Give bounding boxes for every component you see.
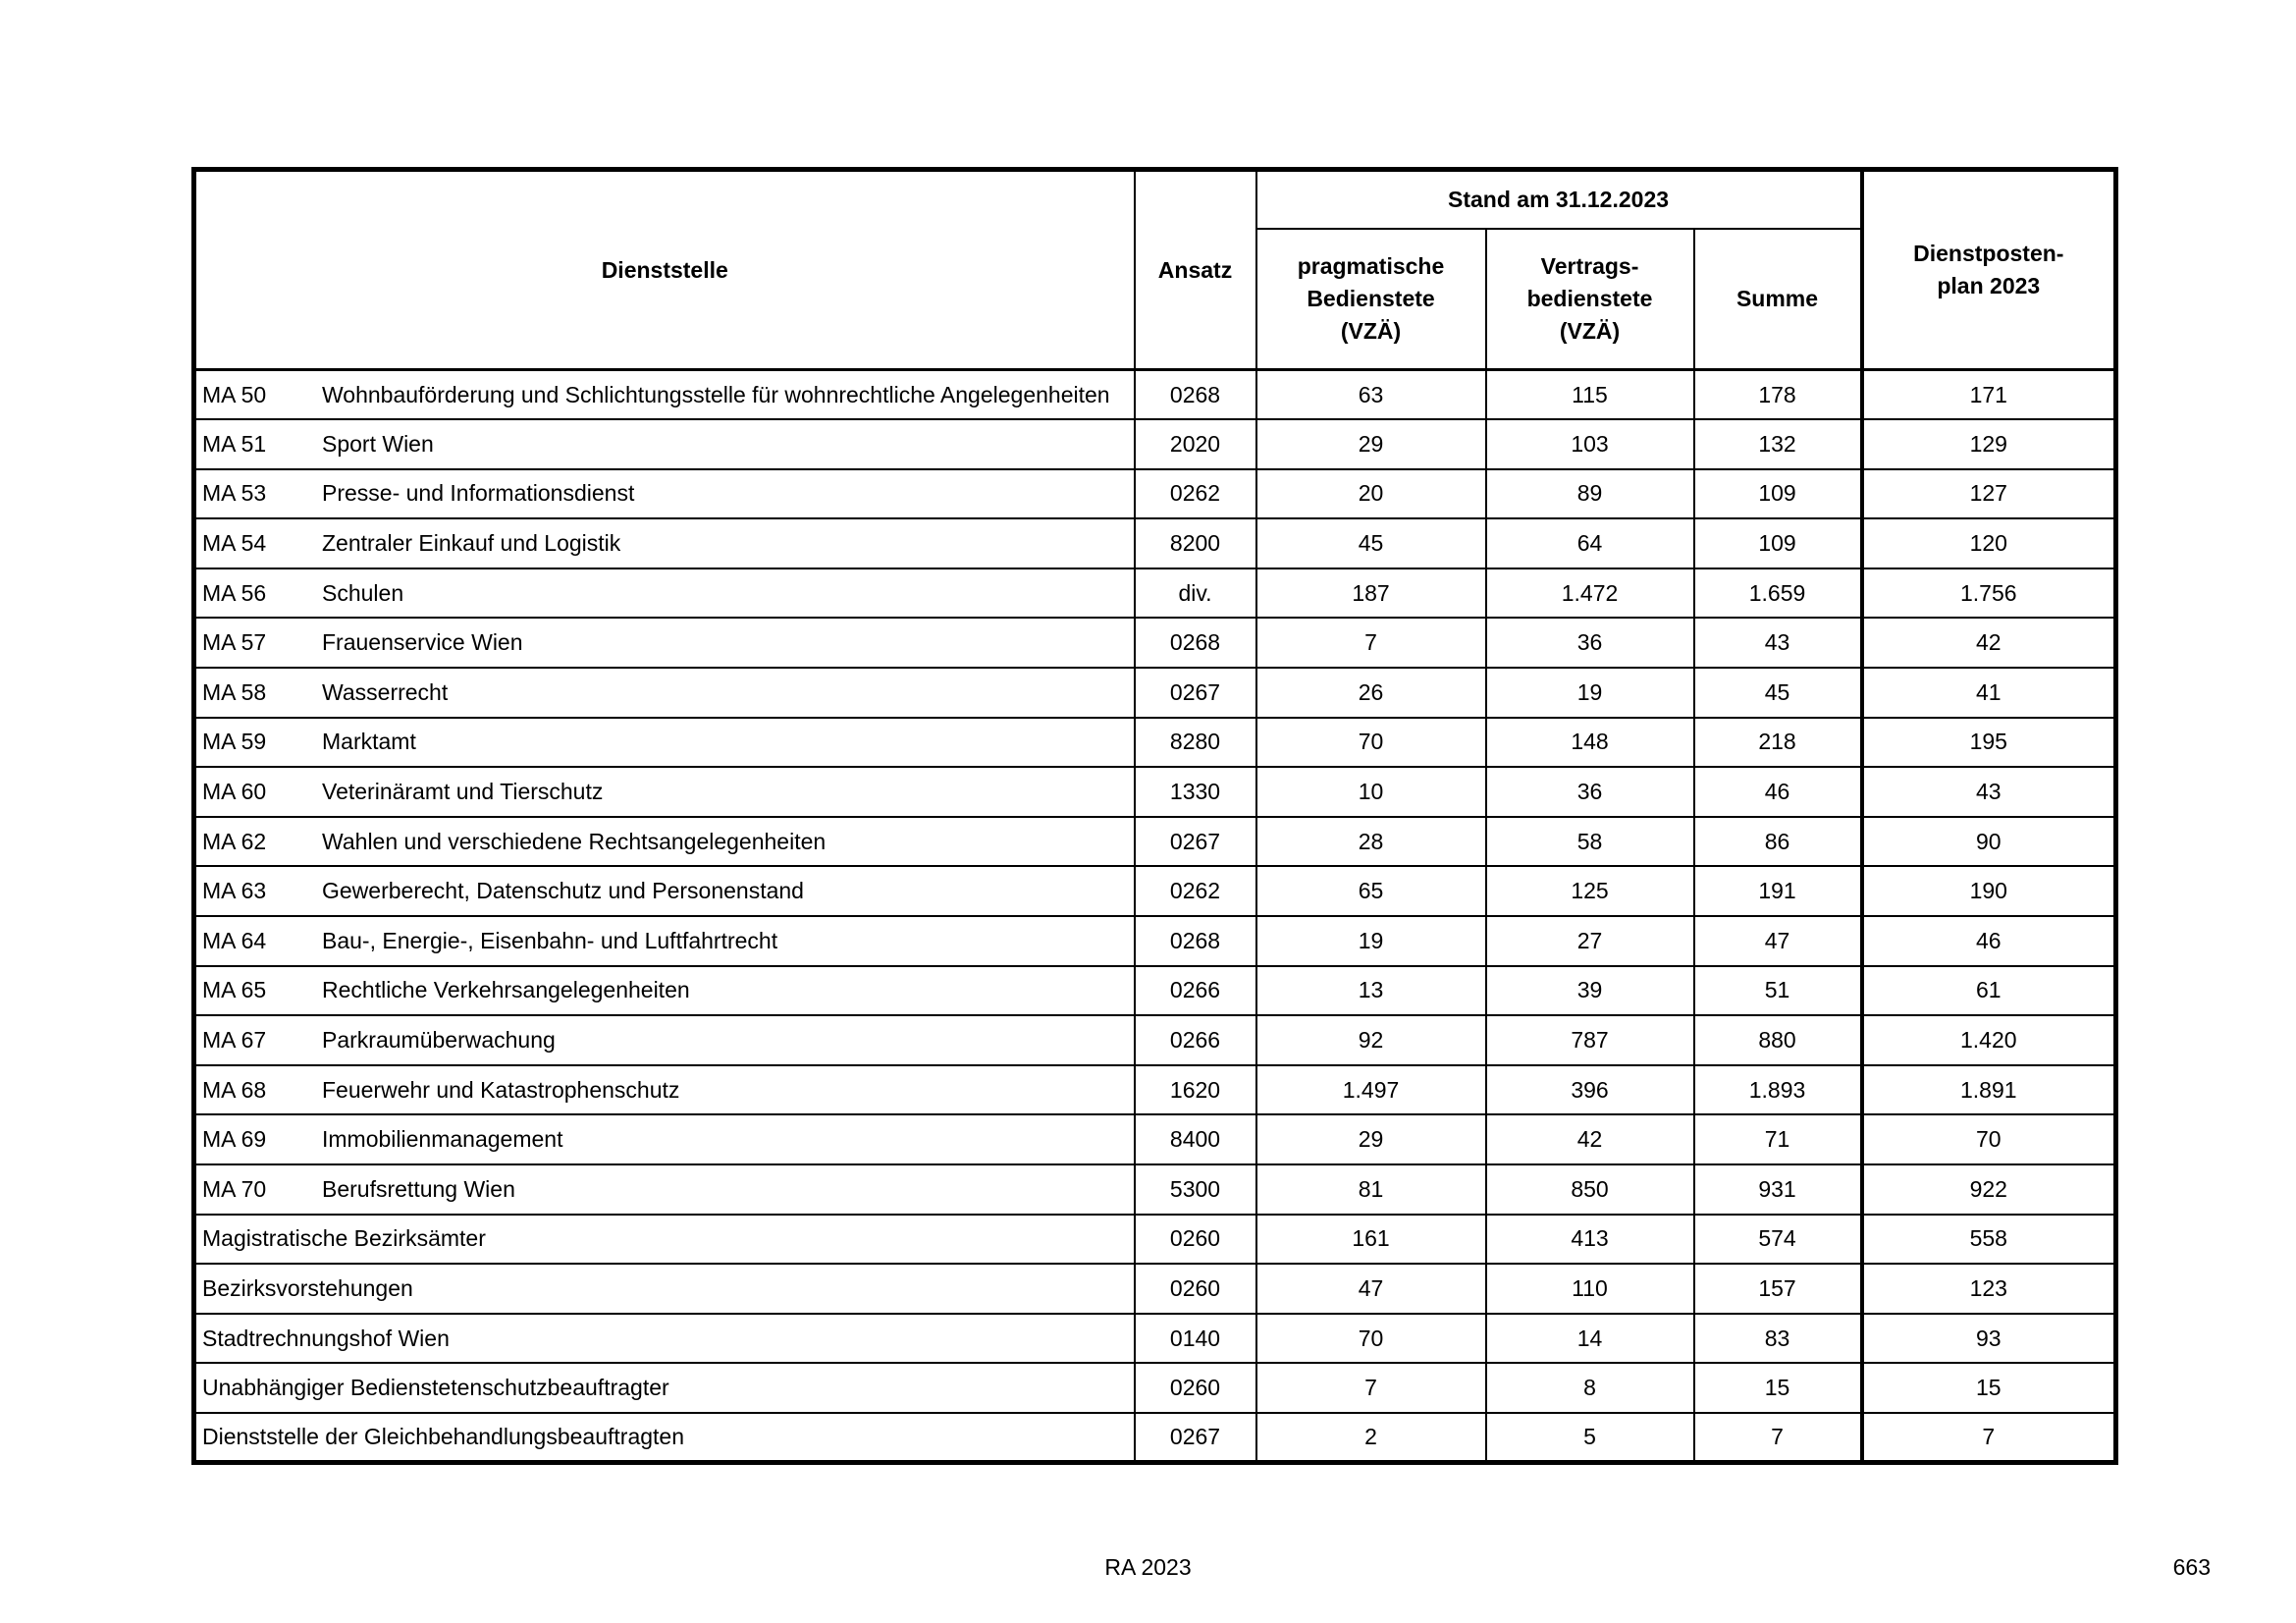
staff-table-wrapper: [191, 167, 2118, 1465]
table-row: [194, 469, 2116, 519]
cell-dienstpostenplan: 93: [1862, 1314, 2116, 1364]
cell-summe: 191: [1694, 866, 1862, 916]
unit-code: MA 54: [202, 530, 267, 557]
unit-code: MA 69: [202, 1126, 267, 1153]
cell-dienstpostenplan: 61: [1862, 966, 2116, 1016]
cell-summe: 178: [1694, 370, 1862, 420]
cell-vertrags: 413: [1486, 1215, 1694, 1265]
cell-dienststelle: [194, 767, 1135, 817]
cell-pragmatische: 187: [1256, 568, 1486, 619]
header-plan-text: Dienstposten- plan 2023: [1913, 241, 2064, 298]
cell-summe: 51: [1694, 966, 1862, 1016]
cell-dienststelle: [194, 817, 1135, 867]
cell-ansatz: 8200: [1135, 518, 1256, 568]
cell-pragmatische: 29: [1256, 419, 1486, 469]
cell-vertrags: 5: [1486, 1413, 1694, 1463]
cell-summe: 71: [1694, 1114, 1862, 1164]
cell-vertrags: 36: [1486, 618, 1694, 668]
cell-dienststelle: [194, 966, 1135, 1016]
unit-code: MA 67: [202, 1027, 267, 1054]
unit-code: MA 51: [202, 430, 267, 457]
cell-vertrags: 1.472: [1486, 568, 1694, 619]
unit-name: Feuerwehr und Katastrophenschutz: [322, 1076, 680, 1103]
cell-dienstpostenplan: 129: [1862, 419, 2116, 469]
cell-pragmatische: 7: [1256, 618, 1486, 668]
cell-ansatz: 8400: [1135, 1114, 1256, 1164]
unit-code: MA 65: [202, 977, 267, 1003]
cell-pragmatische: 92: [1256, 1015, 1486, 1065]
cell-dienststelle: [194, 1215, 1135, 1265]
cell-dienstpostenplan: 190: [1862, 866, 2116, 916]
cell-vertrags: 148: [1486, 718, 1694, 768]
table-row: [194, 518, 2116, 568]
cell-summe: 7: [1694, 1413, 1862, 1463]
cell-dienststelle: [194, 1363, 1135, 1413]
cell-summe: 15: [1694, 1363, 1862, 1413]
table-row: [194, 618, 2116, 668]
cell-vertrags: 103: [1486, 419, 1694, 469]
cell-pragmatische: 2: [1256, 1413, 1486, 1463]
cell-dienststelle: [194, 718, 1135, 768]
unit-code: MA 68: [202, 1076, 267, 1103]
cell-dienstpostenplan: 7: [1862, 1413, 2116, 1463]
cell-pragmatische: 70: [1256, 718, 1486, 768]
unit-name: Rechtliche Verkehrsangelegenheiten: [322, 977, 690, 1003]
cell-dienstpostenplan: 171: [1862, 370, 2116, 420]
cell-ansatz: 0140: [1135, 1314, 1256, 1364]
cell-dienstpostenplan: 922: [1862, 1164, 2116, 1215]
cell-summe: 157: [1694, 1264, 1862, 1314]
cell-vertrags: 64: [1486, 518, 1694, 568]
cell-summe: 47: [1694, 916, 1862, 966]
cell-dienstpostenplan: 558: [1862, 1215, 2116, 1265]
cell-pragmatische: 63: [1256, 370, 1486, 420]
unit-name: Sport Wien: [322, 430, 434, 457]
cell-vertrags: 89: [1486, 469, 1694, 519]
cell-vertrags: 27: [1486, 916, 1694, 966]
cell-dienststelle: [194, 1015, 1135, 1065]
cell-dienststelle: [194, 1114, 1135, 1164]
cell-dienstpostenplan: 123: [1862, 1264, 2116, 1314]
cell-ansatz: 0262: [1135, 469, 1256, 519]
cell-dienststelle: [194, 1065, 1135, 1115]
unit-name: Schulen: [322, 579, 404, 606]
cell-summe: 1.659: [1694, 568, 1862, 619]
cell-summe: 1.893: [1694, 1065, 1862, 1115]
cell-ansatz: 0266: [1135, 1015, 1256, 1065]
cell-dienststelle: [194, 866, 1135, 916]
cell-vertrags: 14: [1486, 1314, 1694, 1364]
unit-code: MA 70: [202, 1175, 267, 1202]
cell-dienstpostenplan: 41: [1862, 668, 2116, 718]
table-row: [194, 1413, 2116, 1463]
unit-code: MA 62: [202, 828, 267, 854]
cell-vertrags: 8: [1486, 1363, 1694, 1413]
unit-name: Frauenservice Wien: [322, 629, 523, 656]
cell-ansatz: 0267: [1135, 1413, 1256, 1463]
unit-name: Unabhängiger Bedienstetenschutzbeauftragter: [202, 1375, 669, 1401]
unit-name: Bau-, Energie-, Eisenbahn- und Luftfahrtrecht: [322, 927, 778, 953]
cell-vertrags: 58: [1486, 817, 1694, 867]
cell-summe: 218: [1694, 718, 1862, 768]
unit-name: Presse- und Informationsdienst: [322, 480, 635, 507]
cell-dienststelle: [194, 1264, 1135, 1314]
cell-vertrags: 850: [1486, 1164, 1694, 1215]
cell-ansatz: div.: [1135, 568, 1256, 619]
table-row: [194, 1363, 2116, 1413]
table-row: [194, 1114, 2116, 1164]
cell-ansatz: 0262: [1135, 866, 1256, 916]
footer-report-label: RA 2023: [1104, 1554, 1192, 1580]
cell-dienststelle: [194, 370, 1135, 420]
cell-dienstpostenplan: 43: [1862, 767, 2116, 817]
cell-ansatz: 0260: [1135, 1264, 1256, 1314]
cell-summe: 83: [1694, 1314, 1862, 1364]
header-ansatz: Ansatz: [1135, 170, 1256, 370]
unit-name: Wahlen und verschiedene Rechtsangelegenheiten: [322, 828, 827, 854]
cell-summe: 86: [1694, 817, 1862, 867]
cell-pragmatische: 47: [1256, 1264, 1486, 1314]
cell-summe: 109: [1694, 518, 1862, 568]
unit-name: Gewerberecht, Datenschutz und Personenstand: [322, 878, 804, 904]
cell-dienstpostenplan: 1.756: [1862, 568, 2116, 619]
unit-code: MA 57: [202, 629, 267, 656]
cell-ansatz: 0267: [1135, 668, 1256, 718]
cell-dienstpostenplan: 46: [1862, 916, 2116, 966]
table-row: [194, 370, 2116, 420]
cell-dienstpostenplan: 15: [1862, 1363, 2116, 1413]
table-row: [194, 1065, 2116, 1115]
cell-pragmatische: 161: [1256, 1215, 1486, 1265]
unit-name: Dienststelle der Gleichbehandlungsbeauftragten: [202, 1424, 684, 1450]
header-stand-group: Stand am 31.12.2023: [1256, 170, 1862, 230]
unit-name: Immobilienmanagement: [322, 1126, 563, 1153]
unit-code: MA 60: [202, 779, 267, 805]
cell-pragmatische: 1.497: [1256, 1065, 1486, 1115]
cell-ansatz: 0260: [1135, 1363, 1256, 1413]
cell-vertrags: 115: [1486, 370, 1694, 420]
cell-ansatz: 0267: [1135, 817, 1256, 867]
cell-ansatz: 0268: [1135, 618, 1256, 668]
table-row: [194, 1164, 2116, 1215]
table-row: [194, 718, 2116, 768]
unit-name: Wasserrecht: [322, 678, 449, 705]
cell-pragmatische: 70: [1256, 1314, 1486, 1364]
cell-vertrags: 19: [1486, 668, 1694, 718]
cell-vertrags: 396: [1486, 1065, 1694, 1115]
cell-dienstpostenplan: 70: [1862, 1114, 2116, 1164]
unit-name: Marktamt: [322, 729, 416, 755]
cell-dienststelle: [194, 568, 1135, 619]
header-vertrags-text: Vertrags- bedienstete (VZÄ): [1526, 253, 1653, 344]
header-vertrags: [1486, 229, 1694, 370]
table-row: [194, 767, 2116, 817]
cell-summe: 43: [1694, 618, 1862, 668]
cell-pragmatische: 26: [1256, 668, 1486, 718]
cell-pragmatische: 10: [1256, 767, 1486, 817]
cell-pragmatische: 7: [1256, 1363, 1486, 1413]
header-pragmatische: [1256, 229, 1486, 370]
header-dienststelle: Dienststelle: [194, 170, 1135, 370]
table-row: [194, 668, 2116, 718]
unit-name: Veterinäramt und Tierschutz: [322, 779, 604, 805]
unit-code: MA 58: [202, 678, 267, 705]
header-dienstpostenplan: [1862, 170, 2116, 370]
cell-dienststelle: [194, 469, 1135, 519]
cell-vertrags: 42: [1486, 1114, 1694, 1164]
unit-name: Magistratische Bezirksämter: [202, 1225, 486, 1252]
unit-name: Stadtrechnungshof Wien: [202, 1325, 450, 1351]
cell-summe: 931: [1694, 1164, 1862, 1215]
cell-dienstpostenplan: 120: [1862, 518, 2116, 568]
cell-ansatz: 0260: [1135, 1215, 1256, 1265]
cell-dienststelle: [194, 1314, 1135, 1364]
cell-pragmatische: 81: [1256, 1164, 1486, 1215]
cell-pragmatische: 19: [1256, 916, 1486, 966]
cell-vertrags: 39: [1486, 966, 1694, 1016]
cell-ansatz: 1330: [1135, 767, 1256, 817]
table-row: [194, 1015, 2116, 1065]
cell-ansatz: 1620: [1135, 1065, 1256, 1115]
cell-summe: 880: [1694, 1015, 1862, 1065]
cell-dienstpostenplan: 1.891: [1862, 1065, 2116, 1115]
table-row: [194, 817, 2116, 867]
unit-name: Zentraler Einkauf und Logistik: [322, 530, 621, 557]
cell-dienststelle: [194, 518, 1135, 568]
cell-dienstpostenplan: 127: [1862, 469, 2116, 519]
cell-dienstpostenplan: 90: [1862, 817, 2116, 867]
cell-dienststelle: [194, 668, 1135, 718]
cell-pragmatische: 65: [1256, 866, 1486, 916]
unit-code: MA 59: [202, 729, 267, 755]
cell-vertrags: 787: [1486, 1015, 1694, 1065]
cell-dienststelle: [194, 618, 1135, 668]
page-number: 663: [2172, 1554, 2211, 1580]
table-row: [194, 916, 2116, 966]
cell-summe: 132: [1694, 419, 1862, 469]
cell-ansatz: 5300: [1135, 1164, 1256, 1215]
cell-vertrags: 125: [1486, 866, 1694, 916]
table-row: [194, 1314, 2116, 1364]
cell-summe: 45: [1694, 668, 1862, 718]
cell-summe: 109: [1694, 469, 1862, 519]
table-row: [194, 1215, 2116, 1265]
table-row: [194, 1264, 2116, 1314]
unit-code: MA 53: [202, 480, 267, 507]
unit-code: MA 56: [202, 579, 267, 606]
staff-table: [191, 167, 2118, 1465]
table-row: [194, 419, 2116, 469]
cell-pragmatische: 28: [1256, 817, 1486, 867]
unit-name: Wohnbauförderung und Schlichtungsstelle für wohnrechtliche Angelegenheiten: [322, 381, 1110, 407]
unit-code: MA 50: [202, 381, 267, 407]
table-row: [194, 866, 2116, 916]
cell-dienststelle: [194, 1164, 1135, 1215]
cell-dienstpostenplan: 42: [1862, 618, 2116, 668]
cell-dienststelle: [194, 916, 1135, 966]
cell-vertrags: 36: [1486, 767, 1694, 817]
unit-name: Berufsrettung Wien: [322, 1175, 515, 1202]
cell-ansatz: 2020: [1135, 419, 1256, 469]
cell-summe: 46: [1694, 767, 1862, 817]
cell-ansatz: 0266: [1135, 966, 1256, 1016]
cell-dienststelle: [194, 1413, 1135, 1463]
cell-pragmatische: 29: [1256, 1114, 1486, 1164]
header-pragmatische-text: pragmatische Bedienstete (VZÄ): [1297, 253, 1445, 344]
cell-dienststelle: [194, 419, 1135, 469]
unit-name: Parkraumüberwachung: [322, 1027, 556, 1054]
cell-vertrags: 110: [1486, 1264, 1694, 1314]
unit-code: MA 64: [202, 927, 267, 953]
table-row: [194, 568, 2116, 619]
table-row: [194, 966, 2116, 1016]
header-summe: Summe: [1694, 229, 1862, 370]
cell-pragmatische: 13: [1256, 966, 1486, 1016]
cell-summe: 574: [1694, 1215, 1862, 1265]
cell-ansatz: 8280: [1135, 718, 1256, 768]
table-body: [194, 370, 2116, 1463]
unit-name: Bezirksvorstehungen: [202, 1274, 413, 1301]
cell-pragmatische: 45: [1256, 518, 1486, 568]
cell-dienstpostenplan: 1.420: [1862, 1015, 2116, 1065]
cell-ansatz: 0268: [1135, 370, 1256, 420]
cell-ansatz: 0268: [1135, 916, 1256, 966]
cell-dienstpostenplan: 195: [1862, 718, 2116, 768]
cell-pragmatische: 20: [1256, 469, 1486, 519]
unit-code: MA 63: [202, 878, 267, 904]
